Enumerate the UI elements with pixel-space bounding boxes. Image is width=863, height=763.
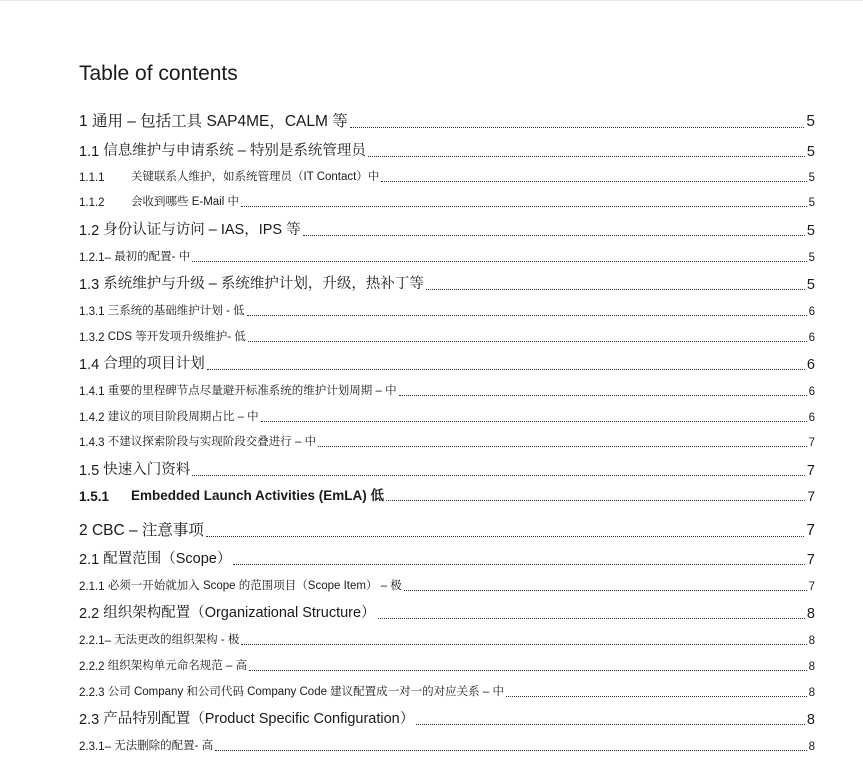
dot-leader xyxy=(249,669,807,671)
toc-entry-number: 1.1 xyxy=(79,144,100,160)
toc-entry-number: 1.3 xyxy=(79,277,100,293)
dot-leader xyxy=(241,205,807,207)
toc-entry-text: 组织架构单元命名规范 – 高 xyxy=(107,660,248,672)
toc-entry-number: 1.2.1– xyxy=(79,252,111,264)
toc-entry-number: 1 xyxy=(79,113,88,130)
toc-entry-text: 会收到哪些 E-Mail 中 xyxy=(131,196,239,208)
toc-entry[interactable] xyxy=(79,408,815,424)
toc-entry-text: 无法更改的组织架构 - 极 xyxy=(114,634,240,646)
dot-leader xyxy=(368,155,805,157)
dot-leader xyxy=(381,180,806,182)
dot-leader xyxy=(404,589,807,591)
toc-entry-page: 8 xyxy=(806,606,815,622)
toc-entry-text: CDS 等开发项升级维护- 低 xyxy=(107,331,246,343)
toc-entry-number: 1.4.3 xyxy=(79,437,105,449)
toc-entry-number: 1.4.1 xyxy=(79,386,105,398)
dot-leader xyxy=(386,499,805,501)
toc-entry-number: 1.1.2 xyxy=(79,197,105,209)
toc-entry-text: 系统维护与升级 – 系统维护计划，升级，热补丁等 xyxy=(103,276,424,292)
toc-entry-page: 8 xyxy=(808,635,815,647)
toc-title: Table of contents xyxy=(79,62,238,85)
dot-leader xyxy=(192,260,806,262)
toc-entry-number: 2.1.1 xyxy=(79,581,105,593)
dot-leader xyxy=(248,340,807,342)
toc-entry-text: 合理的项目计划 xyxy=(103,356,205,372)
toc-entry-text: 最初的配置- 中 xyxy=(114,251,191,263)
dot-leader xyxy=(215,749,806,751)
toc-entry-page: 8 xyxy=(808,661,815,673)
toc-entry-page: 5 xyxy=(808,172,815,184)
toc-entry-page: 5 xyxy=(806,144,815,160)
toc-entry-text: 关键联系人维护，如系统管理员（IT Contact）中 xyxy=(131,171,380,183)
toc-entry[interactable] xyxy=(79,657,815,673)
toc-entry-page: 7 xyxy=(806,552,815,568)
toc-entry-text: 建议的项目阶段周期占比 – 中 xyxy=(107,411,259,423)
toc-entry-text: CBC – 注意事项 xyxy=(91,522,204,539)
dot-leader xyxy=(506,695,807,697)
toc-entry[interactable] xyxy=(79,631,815,647)
toc-entry-text: 身份认证与访问 – IAS，IPS 等 xyxy=(103,222,301,238)
dot-leader xyxy=(233,563,805,565)
dot-leader xyxy=(261,420,807,422)
dot-leader xyxy=(399,394,807,396)
dot-leader xyxy=(318,445,807,447)
toc-entry[interactable] xyxy=(79,577,815,593)
toc-entry-page: 6 xyxy=(808,306,815,318)
dot-leader xyxy=(207,368,805,370)
toc-entry-page: 7 xyxy=(806,522,815,539)
toc-entry-text: 公司 Company 和公司代码 Company Code 建议配置成一对一的对应关系 – 中 xyxy=(107,686,504,698)
toc-entry[interactable] xyxy=(79,683,815,699)
toc-entry[interactable] xyxy=(79,168,815,184)
toc-entry[interactable] xyxy=(79,140,815,160)
toc-entry-page: 7 xyxy=(808,581,815,593)
toc-entry-text: 快速入门资料 xyxy=(103,462,191,478)
toc-entry[interactable] xyxy=(79,328,815,344)
toc-entry-number: 2.3 xyxy=(79,712,100,728)
toc-entry-page: 6 xyxy=(808,412,815,424)
toc-entry-page: 5 xyxy=(806,277,815,293)
toc-entry[interactable] xyxy=(79,737,815,753)
toc-entry-page: 8 xyxy=(808,741,815,753)
toc-entry-number: 2.2 xyxy=(79,606,100,622)
toc-entry-text: 通用 – 包括工具 SAP4ME，CALM 等 xyxy=(91,113,348,130)
toc-entry-number: 2 xyxy=(79,522,88,539)
toc-entry-page: 5 xyxy=(808,252,815,264)
toc-entry-number: 1.4.2 xyxy=(79,412,105,424)
dot-leader xyxy=(241,643,806,645)
toc-entry-number: 2.3.1– xyxy=(79,741,111,753)
toc-entry-number: 1.1.1 xyxy=(79,172,105,184)
toc-entry-text: 不建议探索阶段与实现阶段交叠进行 – 中 xyxy=(107,436,317,448)
toc-entry-number: 1.4 xyxy=(79,357,100,373)
toc-entry-page: 6 xyxy=(808,332,815,344)
toc-entry-page: 7 xyxy=(807,489,815,504)
toc-entry-page: 5 xyxy=(806,223,815,239)
toc-entry-page: 8 xyxy=(806,712,815,728)
toc-entry-number: 1.3.2 xyxy=(79,332,105,344)
toc-entry[interactable] xyxy=(79,548,815,568)
dot-leader xyxy=(416,723,805,725)
toc-entry[interactable] xyxy=(79,353,815,373)
dot-leader xyxy=(303,234,805,236)
toc-entry[interactable] xyxy=(79,708,815,728)
toc-entry-text: Embedded Launch Activities (EmLA) 低 xyxy=(131,488,385,503)
toc-entry-number: 1.3.1 xyxy=(79,306,105,318)
toc-entry-page: 6 xyxy=(808,386,815,398)
toc-entry[interactable] xyxy=(79,273,815,293)
toc-entry-text: 必须一开始就加入 Scope 的范围项目（Scope Item） – 极 xyxy=(107,580,402,592)
toc-entry[interactable] xyxy=(79,219,815,239)
toc-entry[interactable] xyxy=(79,518,815,540)
toc-entry-text: 三系统的基础维护计划 - 低 xyxy=(107,305,245,317)
dot-leader xyxy=(378,617,805,619)
toc-entry-text: 组织架构配置（Organizational Structure） xyxy=(103,605,376,621)
toc-entry-number: 2.2.2 xyxy=(79,661,105,673)
toc-entry[interactable] xyxy=(79,382,815,398)
toc-entry-page: 7 xyxy=(808,437,815,449)
toc-entry-number: 1.5.1 xyxy=(79,489,110,504)
page-top-border xyxy=(0,0,863,1)
toc-entry-page: 5 xyxy=(808,197,815,209)
toc-entry-text: 重要的里程碑节点尽量避开标准系统的维护计划周期 – 中 xyxy=(107,385,397,397)
toc-entry-text: 无法删除的配置- 高 xyxy=(114,740,214,752)
toc-entry[interactable] xyxy=(79,248,815,264)
toc-entry[interactable] xyxy=(79,486,815,504)
dot-leader xyxy=(206,535,804,537)
toc-entry-page: 5 xyxy=(806,113,815,130)
toc-entry-page: 8 xyxy=(808,687,815,699)
toc-entry[interactable] xyxy=(79,602,815,622)
toc-entry-number: 2.2.1– xyxy=(79,635,111,647)
toc-entry-number: 1.5 xyxy=(79,463,100,479)
dot-leader xyxy=(426,288,805,290)
toc-entry[interactable] xyxy=(79,193,815,209)
toc-entry[interactable] xyxy=(79,459,815,479)
toc-entry-page: 6 xyxy=(806,357,815,373)
toc-entry[interactable] xyxy=(79,302,815,318)
toc-entry-number: 2.2.3 xyxy=(79,687,105,699)
dot-leader xyxy=(350,126,805,128)
toc-entry-number: 1.2 xyxy=(79,223,100,239)
dot-leader xyxy=(247,314,807,316)
toc-entry-page: 7 xyxy=(806,463,815,479)
toc-entry-text: 信息维护与申请系统 – 特别是系统管理员 xyxy=(103,143,366,159)
toc-entry-text: 配置范围（Scope） xyxy=(103,551,232,567)
toc-entry[interactable] xyxy=(79,433,815,449)
dot-leader xyxy=(192,474,805,476)
toc-entry-text: 产品特别配置（Product Specific Configuration） xyxy=(103,711,415,727)
toc-entry-number: 2.1 xyxy=(79,552,100,568)
toc-entry[interactable] xyxy=(79,109,815,131)
